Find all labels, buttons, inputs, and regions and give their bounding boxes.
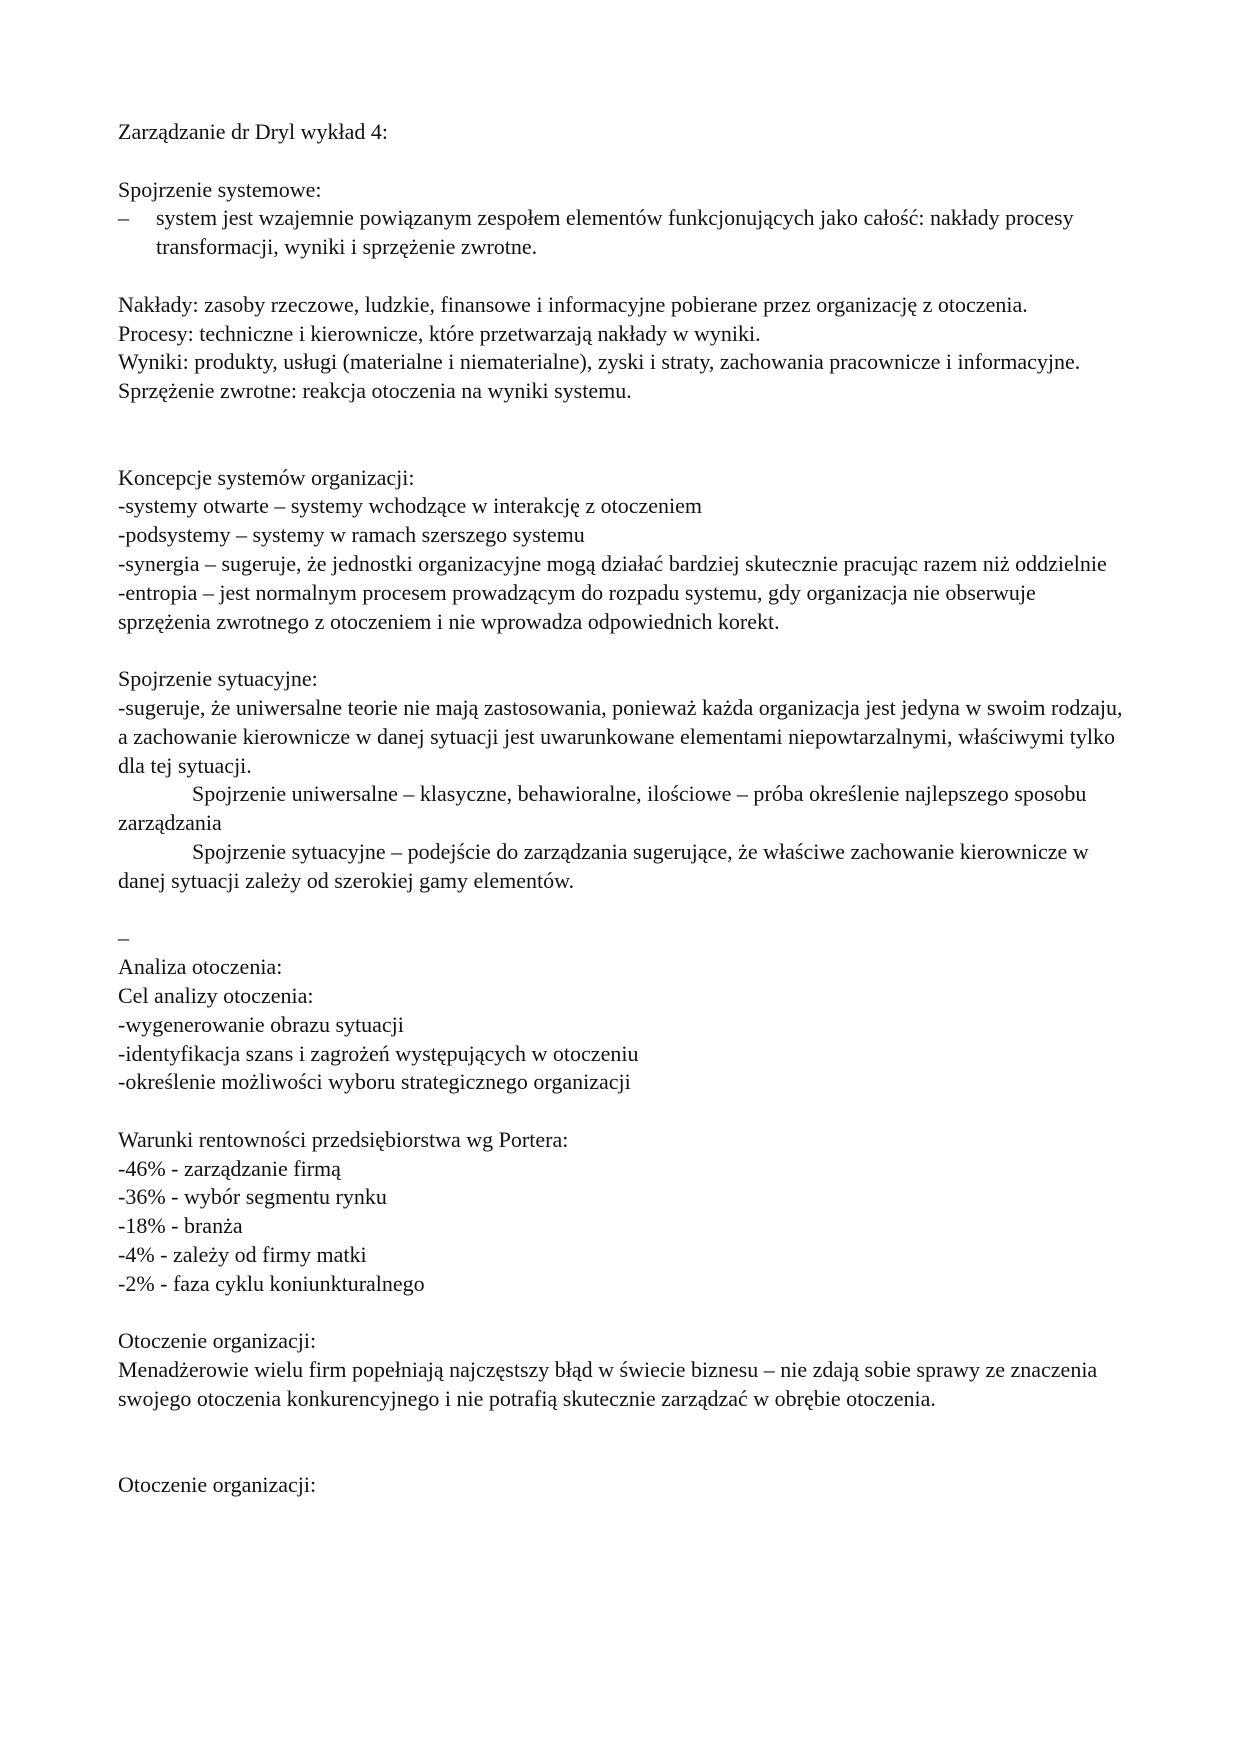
stray-dash: – <box>118 925 129 951</box>
list-item: -46% - zarządzanie firmą <box>118 1155 341 1181</box>
list-item: -wygenerowanie obrazu sytuacji <box>118 1011 404 1037</box>
spacer <box>118 1414 1128 1443</box>
dash-bullet-icon: – <box>118 205 129 231</box>
spacer <box>118 636 1128 665</box>
spacer <box>118 1299 1128 1328</box>
definition-naklady: Nakłady: zasoby rzeczowe, ludzkie, finansowe i informacyjne pobierane przez organizację z otoczenia. <box>118 291 1028 317</box>
spacer <box>118 262 1128 291</box>
list-item: -2% - faza cyklu koniunkturalnego <box>118 1270 425 1296</box>
heading-sytuacyjne: Spojrzenie sytuacyjne: <box>118 666 318 692</box>
subheading-cel-analizy: Cel analizy otoczenia: <box>118 982 314 1008</box>
bullet-list-systemowe <box>118 204 1128 262</box>
definition-procesy: Procesy: techniczne i kierownicze, które przetwarzają nakłady w wyniki. <box>118 320 761 346</box>
spacer <box>118 896 1128 925</box>
list-item: -systemy otwarte – systemy wchodzące w interakcję z otoczeniem <box>118 493 702 519</box>
list-item: -określenie możliwości wyboru strategicznego organizacji <box>118 1069 631 1095</box>
spacer <box>118 1443 1128 1472</box>
spacer <box>118 1097 1128 1126</box>
list-item: -entropia – jest normalnym procesem prowadzącym do rozpadu systemu, gdy organizacja nie obserwuje sprzężenia zwrotnego z otoczeniem i nie wprowadza odpowiednich korekt. <box>118 579 1036 634</box>
spacer <box>118 435 1128 464</box>
definition-wyniki: Wyniki: produkty, usługi (materialne i niematerialne), zyski i straty, zachowania pracownicze i informacyjne. <box>118 349 1081 375</box>
heading-otoczenie: Otoczenie organizacji: <box>118 1328 317 1354</box>
paragraph-otoczenie: Menadżerowie wielu firm popełniają najczęstszy błąd w świecie biznesu – nie zdają sobie sprawy ze znaczenia swojego otoczenia konkurencyjnego i nie potrafią skutecznie zarządzać w obrębie otoczenia. <box>118 1357 1098 1412</box>
list-item: -18% - branża <box>118 1213 243 1239</box>
bullet-text: system jest wzajemnie powiązanym zespołem elementów funkcjonujących jako całość: nakłady procesy transformacji, wyniki i sprzężenie zwrotne. <box>156 205 1074 260</box>
list-item: -synergia – sugeruje, że jednostki organizacyjne mogą działać bardziej skutecznie pracując razem niż oddzielnie <box>118 550 1107 576</box>
heading-koncepcje: Koncepcje systemów organizacji: <box>118 464 415 490</box>
list-item: -identyfikacja szans i zagrożeń występujących w otoczeniu <box>118 1040 639 1066</box>
list-item: -4% - zależy od firmy matki <box>118 1242 367 1268</box>
paragraph-sytuacyjne: -sugeruje, że uniwersalne teorie nie mają zastosowania, ponieważ każda organizacja jest jedyna w swoim rodzaju, a zachowanie kierownicze w danej sytuacji jest uwarunkowane elementami niepowtarzalnymi, właściwymi tylko dla tej sytuacji. <box>118 694 1123 778</box>
spacer <box>118 406 1128 435</box>
paragraph-sytuacyjne-definicja: Spojrzenie sytuacyjne – podejście do zarządzania sugerujące, że właściwe zachowanie kierownicze w danej sytuacji zależy od szerokiej gamy elementów. <box>118 838 1089 893</box>
list-item: -36% - wybór segmentu rynku <box>118 1184 387 1210</box>
list-item: -podsystemy – systemy w ramach szerszego systemu <box>118 522 585 548</box>
document-page <box>118 118 1128 1500</box>
document-title: Zarządzanie dr Dryl wykład 4: <box>118 119 388 144</box>
definition-sprzezenie: Sprzężenie zwrotne: reakcja otoczenia na wyniki systemu. <box>118 378 632 404</box>
heading-otoczenie-2: Otoczenie organizacji: <box>118 1472 317 1498</box>
paragraph-uniwersalne: Spojrzenie uniwersalne – klasyczne, behawioralne, ilościowe – próba określenie najlepszego sposobu zarządzania <box>118 781 1087 836</box>
heading-porter: Warunki rentowności przedsiębiorstwa wg Portera: <box>118 1126 569 1152</box>
spacer <box>118 147 1128 176</box>
heading-systemowe: Spojrzenie systemowe: <box>118 176 322 202</box>
heading-analiza: Analiza otoczenia: <box>118 954 283 980</box>
list-item <box>118 204 1128 262</box>
